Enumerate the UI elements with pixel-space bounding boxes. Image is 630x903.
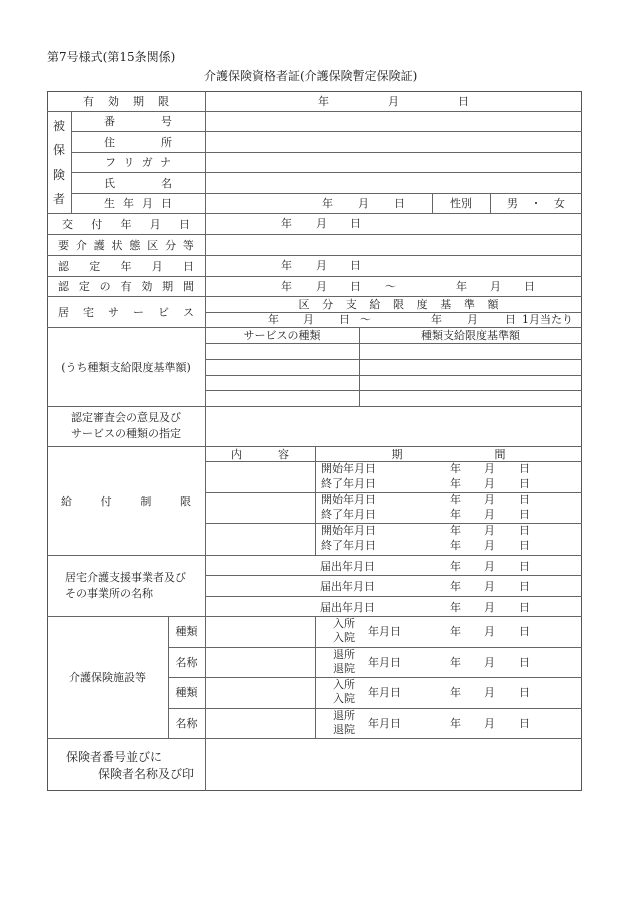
period-from-day: 日 bbox=[350, 280, 361, 293]
period-tilde: ～ bbox=[385, 280, 396, 293]
label-char: サ bbox=[108, 305, 119, 319]
notify-day-unit: 日 bbox=[519, 560, 530, 573]
label-char: 度 bbox=[416, 298, 428, 311]
facility-year-unit: 年 bbox=[450, 717, 461, 730]
care-support-label bbox=[47, 555, 205, 616]
label-char: 給 bbox=[61, 494, 72, 508]
label-char: 年 bbox=[123, 197, 134, 210]
label-char: 認 bbox=[58, 280, 69, 293]
facility-event-bottom: 入院 bbox=[333, 631, 355, 644]
insured-name-field[interactable] bbox=[206, 173, 581, 193]
facility-sub-label: 名称 bbox=[175, 717, 198, 730]
label-char: 認 bbox=[58, 259, 69, 273]
label-line: サービスの種類の指定 bbox=[71, 427, 181, 440]
facility-event-top: 退所 bbox=[333, 648, 355, 661]
label-char: の bbox=[99, 280, 111, 293]
label-char: ー bbox=[133, 305, 144, 319]
issue-month-unit: 月 bbox=[316, 217, 327, 230]
hs-from-year: 年 bbox=[268, 313, 279, 326]
facility-value-cell[interactable] bbox=[206, 617, 315, 646]
birth-day-unit: 日 bbox=[394, 197, 405, 210]
birth-date-field[interactable] bbox=[206, 194, 432, 213]
label-char: 状 bbox=[111, 238, 123, 252]
period-from-year: 年 bbox=[281, 280, 292, 293]
facility-ymd-label: 年月日 bbox=[368, 656, 401, 669]
label-char: ス bbox=[183, 305, 194, 319]
facility-day-unit: 日 bbox=[519, 656, 530, 669]
facility-event-bottom: 退院 bbox=[333, 662, 355, 675]
label-line: 居宅介護支援事業者及び bbox=[65, 570, 186, 584]
facility-event-top: 入所 bbox=[333, 617, 355, 630]
notify-date-label: 届出年月日 bbox=[320, 580, 375, 593]
notify-date-label: 届出年月日 bbox=[320, 601, 375, 614]
notify-day-unit: 日 bbox=[519, 601, 530, 614]
support-provider-cell[interactable] bbox=[206, 576, 314, 595]
label-char: 区 bbox=[147, 238, 159, 252]
label-char: 分 bbox=[322, 298, 334, 311]
validity-day-unit: 日 bbox=[458, 95, 469, 108]
start-date-label: 開始年月日 bbox=[321, 524, 376, 537]
restriction-content-cell[interactable] bbox=[206, 524, 315, 554]
form-title: 介護保険資格者証(介護保険暫定保険証) bbox=[204, 69, 418, 83]
col-service-type: サービスの種類 bbox=[243, 329, 321, 342]
label-char: 分 bbox=[165, 238, 177, 252]
facility-sub-label: 名称 bbox=[175, 656, 198, 669]
column-divider bbox=[315, 446, 316, 555]
column-divider bbox=[315, 616, 316, 738]
insurer-label-line2: 保険者名称及び印 bbox=[98, 767, 195, 781]
end-month-unit: 月 bbox=[484, 477, 495, 490]
label-char: 付 bbox=[100, 494, 112, 508]
label-char: 有 bbox=[120, 280, 132, 293]
facility-value-cell[interactable] bbox=[206, 678, 315, 707]
sex-label: 性別 bbox=[450, 197, 472, 210]
label-char: 内 bbox=[231, 447, 242, 461]
label-char: 名 bbox=[161, 176, 172, 190]
end-day-unit: 日 bbox=[519, 539, 530, 552]
certification-period-field[interactable] bbox=[206, 277, 581, 296]
facility-label: 介護保険施設等 bbox=[69, 671, 146, 684]
label-char: 間 bbox=[182, 280, 194, 293]
label-char: 年 bbox=[120, 217, 132, 231]
limit-amount-cell[interactable] bbox=[360, 344, 581, 359]
certification-period-label bbox=[47, 276, 205, 296]
review-board-field[interactable] bbox=[206, 407, 581, 446]
service-type-cell[interactable] bbox=[206, 344, 359, 359]
validity-year-unit: 年 bbox=[318, 95, 329, 108]
insured-number-label bbox=[71, 111, 205, 131]
label-char: 容 bbox=[278, 447, 289, 461]
insurer-field[interactable] bbox=[206, 739, 581, 790]
col-limit-amount: 種類支給限度基準額 bbox=[421, 329, 520, 342]
end-month-unit: 月 bbox=[484, 508, 495, 521]
facility-day-unit: 日 bbox=[519, 625, 530, 638]
label-char: 年 bbox=[120, 259, 132, 273]
hs-from-month: 月 bbox=[303, 313, 314, 326]
hs-to-month: 月 bbox=[467, 313, 478, 326]
label-char: 保 bbox=[52, 143, 65, 158]
col-content bbox=[205, 446, 315, 461]
issue-year-unit: 年 bbox=[281, 217, 292, 230]
facility-month-unit: 月 bbox=[484, 717, 495, 730]
label-char: 限 bbox=[393, 298, 404, 311]
label-char: 効 bbox=[108, 95, 119, 108]
label-char: 有 bbox=[83, 95, 94, 108]
restriction-period-field[interactable] bbox=[440, 524, 581, 554]
label-char: 定 bbox=[78, 280, 90, 293]
period-to-month: 月 bbox=[490, 280, 501, 293]
birth-month-unit: 月 bbox=[358, 197, 369, 210]
support-provider-cell[interactable] bbox=[206, 597, 314, 616]
certification-date-field[interactable] bbox=[206, 256, 581, 276]
restriction-content-cell[interactable] bbox=[206, 493, 315, 523]
facility-month-unit: 月 bbox=[484, 686, 495, 699]
end-date-label: 終了年月日 bbox=[321, 539, 376, 552]
start-date-label: 開始年月日 bbox=[321, 493, 376, 506]
service-type-cell[interactable] bbox=[206, 360, 359, 375]
type-limit-label: (うち種類支給限度基準額) bbox=[61, 360, 191, 374]
cert-day-unit: 日 bbox=[350, 259, 361, 272]
service-type-cell[interactable] bbox=[206, 391, 359, 406]
restriction-period-field[interactable] bbox=[440, 462, 581, 492]
label-char: 月 bbox=[151, 259, 163, 273]
issue-date-label bbox=[47, 213, 205, 234]
label-char: 月 bbox=[149, 217, 161, 231]
label-char: 等 bbox=[182, 238, 194, 252]
label-char: 被 bbox=[52, 118, 65, 133]
label-char: 号 bbox=[161, 115, 172, 128]
end-date-label: 終了年月日 bbox=[321, 508, 376, 521]
end-date-label: 終了年月日 bbox=[321, 477, 376, 490]
restriction-period-field[interactable] bbox=[440, 493, 581, 523]
birth-year-unit: 年 bbox=[322, 197, 333, 210]
label-char: 氏 bbox=[104, 176, 115, 190]
care-level-field[interactable] bbox=[206, 235, 581, 255]
label-char: 者 bbox=[52, 192, 65, 207]
facility-year-unit: 年 bbox=[450, 686, 461, 699]
hs-per-month: 1月当たり bbox=[522, 313, 573, 326]
end-day-unit: 日 bbox=[519, 477, 530, 490]
notify-month-unit: 月 bbox=[484, 560, 495, 573]
facility-year-unit: 年 bbox=[450, 625, 461, 638]
facility-event-bottom: 退院 bbox=[333, 723, 355, 736]
label-char: 番 bbox=[104, 115, 115, 128]
insurer-label-line1: 保険者番号並びに bbox=[66, 750, 163, 764]
label-char: 限 bbox=[179, 494, 191, 508]
home-service-period-field[interactable] bbox=[206, 313, 581, 327]
end-day-unit: 日 bbox=[519, 508, 530, 521]
restriction-content-cell[interactable] bbox=[206, 462, 315, 492]
facility-event-top: 入所 bbox=[333, 678, 355, 691]
facility-month-unit: 月 bbox=[484, 625, 495, 638]
label-char: 基 bbox=[440, 298, 452, 311]
care-level-label bbox=[47, 234, 205, 255]
facility-year-unit: 年 bbox=[450, 656, 461, 669]
facility-ymd-label: 年月日 bbox=[368, 625, 401, 638]
label-char: 住 bbox=[104, 135, 115, 149]
insured-group-label bbox=[47, 113, 71, 211]
end-year-unit: 年 bbox=[450, 539, 461, 552]
label-char: 付 bbox=[91, 217, 103, 231]
end-year-unit: 年 bbox=[450, 508, 461, 521]
label-char: 月 bbox=[142, 197, 153, 210]
review-board-label bbox=[47, 406, 205, 446]
period-to-day: 日 bbox=[524, 280, 535, 293]
label-char: 所 bbox=[161, 135, 172, 149]
label-char: 準 bbox=[463, 298, 475, 311]
insured-furigana-label bbox=[71, 152, 205, 172]
label-char: フ bbox=[105, 156, 116, 169]
end-year-unit: 年 bbox=[450, 477, 461, 490]
label-char: 限 bbox=[158, 95, 169, 108]
label-line: その事業所の名称 bbox=[65, 586, 153, 600]
limit-amount-cell[interactable] bbox=[360, 360, 581, 375]
label-char: 態 bbox=[129, 238, 141, 252]
sex-option-female[interactable]: 女 bbox=[554, 197, 565, 210]
label-char: 日 bbox=[161, 197, 172, 210]
label-char: 定 bbox=[89, 259, 101, 273]
facility-sub-label: 種類 bbox=[175, 625, 198, 638]
insured-address-field[interactable] bbox=[206, 132, 581, 152]
facility-event-bottom: 入院 bbox=[333, 692, 355, 705]
start-day-unit: 日 bbox=[519, 462, 530, 475]
insured-birth-label bbox=[71, 193, 205, 213]
label-char: 居 bbox=[58, 305, 69, 319]
sex-separator: ・ bbox=[530, 197, 542, 210]
notify-month-unit: 月 bbox=[484, 601, 495, 614]
facility-sub-label: 種類 bbox=[175, 686, 198, 699]
start-year-unit: 年 bbox=[450, 524, 461, 537]
notify-year-unit: 年 bbox=[450, 580, 461, 593]
label-char: 要 bbox=[58, 238, 69, 252]
start-year-unit: 年 bbox=[450, 462, 461, 475]
start-year-unit: 年 bbox=[450, 493, 461, 506]
label-char: 額 bbox=[487, 298, 499, 311]
issue-day-unit: 日 bbox=[350, 217, 361, 230]
validity-label bbox=[47, 91, 205, 111]
label-char: ガ bbox=[141, 156, 153, 169]
start-month-unit: 月 bbox=[484, 462, 495, 475]
facility-month-unit: 月 bbox=[484, 656, 495, 669]
label-line: 認定審査会の意見及び bbox=[71, 411, 181, 425]
notify-date-label: 届出年月日 bbox=[320, 560, 375, 573]
validity-date-field[interactable] bbox=[206, 92, 581, 111]
validity-month-unit: 月 bbox=[388, 95, 399, 108]
period-from-month: 月 bbox=[316, 280, 327, 293]
start-month-unit: 月 bbox=[484, 524, 495, 537]
label-char: リ bbox=[123, 156, 135, 169]
label-char: 効 bbox=[141, 280, 153, 293]
label-char: 護 bbox=[93, 238, 105, 252]
label-char: ナ bbox=[159, 156, 171, 169]
start-month-unit: 月 bbox=[484, 493, 495, 506]
hs-to-year: 年 bbox=[431, 313, 442, 326]
limit-amount-cell[interactable] bbox=[360, 376, 581, 390]
label-char: 日 bbox=[179, 217, 190, 231]
insured-address-label bbox=[71, 131, 205, 152]
label-char: 介 bbox=[75, 238, 87, 252]
start-date-label: 開始年月日 bbox=[321, 462, 376, 475]
label-char: 区 bbox=[298, 298, 310, 311]
sex-option-male[interactable]: 男 bbox=[507, 197, 518, 210]
hs-from-day: 日 bbox=[339, 313, 350, 326]
cert-year-unit: 年 bbox=[281, 259, 292, 272]
label-char: 日 bbox=[183, 259, 194, 273]
notify-year-unit: 年 bbox=[450, 560, 461, 573]
start-day-unit: 日 bbox=[519, 493, 530, 506]
certification-date-label bbox=[47, 255, 205, 276]
end-month-unit: 月 bbox=[484, 539, 495, 552]
home-service-label bbox=[47, 296, 205, 327]
facility-ymd-label: 年月日 bbox=[368, 686, 401, 699]
label-char: 交 bbox=[62, 217, 73, 231]
label-char: 宅 bbox=[83, 305, 94, 319]
service-type-cell[interactable] bbox=[206, 376, 359, 390]
label-char: 期 bbox=[391, 447, 403, 461]
label-char: ビ bbox=[158, 305, 169, 319]
limit-header bbox=[205, 296, 582, 312]
form-number: 第7号様式(第15条関係) bbox=[47, 50, 176, 64]
col-period bbox=[315, 446, 582, 461]
label-char: 制 bbox=[140, 494, 152, 508]
notify-year-unit: 年 bbox=[450, 601, 461, 614]
facility-value-cell[interactable] bbox=[206, 709, 315, 738]
insured-furigana-field[interactable] bbox=[206, 153, 581, 172]
sex-options[interactable] bbox=[490, 193, 582, 213]
notify-day-unit: 日 bbox=[519, 580, 530, 593]
benefit-restriction-label bbox=[47, 446, 205, 555]
insured-name-label bbox=[71, 172, 205, 193]
notify-month-unit: 月 bbox=[484, 580, 495, 593]
label-char: 険 bbox=[52, 167, 65, 182]
period-to-year: 年 bbox=[456, 280, 467, 293]
facility-ymd-label: 年月日 bbox=[368, 717, 401, 730]
support-provider-cell[interactable] bbox=[206, 556, 314, 575]
limit-amount-cell[interactable] bbox=[360, 391, 581, 406]
hs-to-day: 日 bbox=[505, 313, 516, 326]
label-char: 期 bbox=[162, 280, 174, 293]
label-char: 間 bbox=[494, 447, 506, 461]
label-char: 生 bbox=[104, 197, 115, 210]
facility-day-unit: 日 bbox=[519, 717, 530, 730]
facility-event-top: 退所 bbox=[333, 709, 355, 722]
issue-date-field[interactable] bbox=[206, 214, 581, 234]
label-char: 給 bbox=[369, 298, 381, 311]
facility-value-cell[interactable] bbox=[206, 648, 315, 677]
facility-day-unit: 日 bbox=[519, 686, 530, 699]
hs-tilde: ～ bbox=[360, 313, 371, 326]
start-day-unit: 日 bbox=[519, 524, 530, 537]
insured-number-field[interactable] bbox=[206, 112, 581, 131]
label-char: 期 bbox=[133, 95, 144, 108]
cert-month-unit: 月 bbox=[316, 259, 327, 272]
label-char: 支 bbox=[345, 298, 357, 311]
